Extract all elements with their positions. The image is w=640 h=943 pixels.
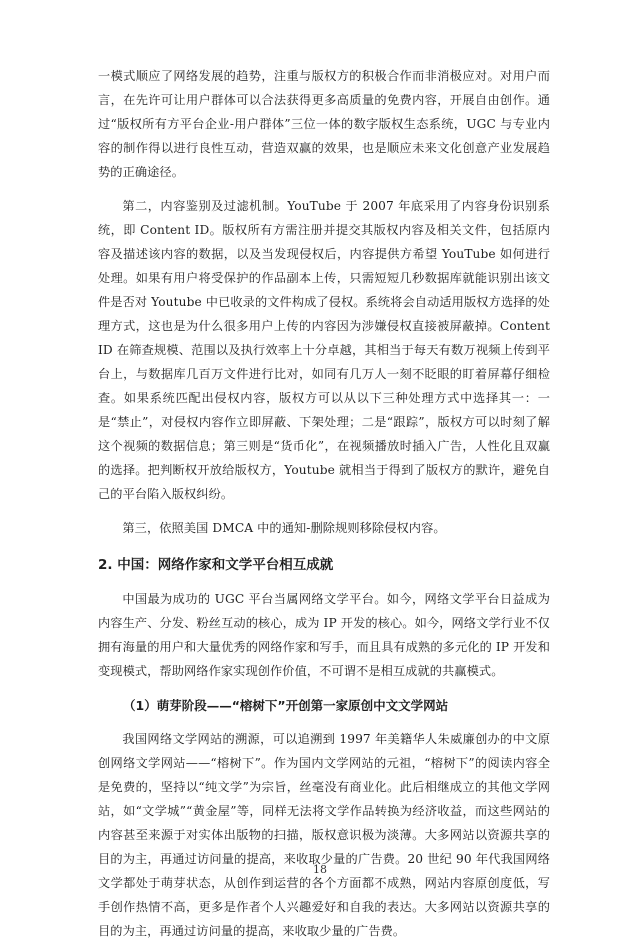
paragraph-dmca: 第三，依照美国 DMCA 中的通知-删除规则移除侵权内容。 xyxy=(122,521,446,535)
page-number: 18 xyxy=(313,863,327,876)
paragraph-china-ugc: 中国最为成功的 UGC 平台当属网络文学平台。如今，网络文学平台日益成为内容生产、分发、粉丝互动的核心，成为 IP 开发的核心。如今，网络文学行业不仅拥有海量的用户和大量优秀的网络作家和写手，而且具有成熟的多元化的 IP 开发和变现模式，帮助网络作家实现创作价值，不可谓不是相互成就的共赢模式。 xyxy=(98,592,550,678)
subsection-heading: （1）萌芽阶段——“榕树下”开创第一家原创中文文学网站 xyxy=(123,698,449,713)
paragraph-continuation: 一模式顺应了网络发展的趋势，注重与版权方的积极合作而非消极应对。对用户而言，在先许可让用户群体可以合法获得更多高质量的免费内容，开展自由创作。通过“版权所有方平台企业-用户群体”三位一体的数字版权生态系统，UGC 与专业内容的制作得以进行良性互动，营造双赢的效果，也是顺应未来文化创意产业发展趋势的正确途径。 xyxy=(98,69,550,179)
section-heading: 2. 中国：网络作家和文学平台相互成就 xyxy=(98,557,334,573)
paragraph-content-id: 第二，内容鉴别及过滤机制。YouTube 于 2007 年底采用了内容身份识别系统，即 Content ID。版权所有方需注册并提交其版权内容及相关文件，包括原内容及描述该内容的数据，以及当发现侵权后，内容提供方希望 YouTube 如何进行处理。如果有用户将受保护的作品副本上传，只需短短几秒数据库就能识别出该文件是否对 Youtube 中已收录的文件构成了侵权。系统将会自动适用版权方选择的处理方式，这也是为什么很多用户上传的内容因为涉嫌侵权直接被屏蔽掉。Content ID 在筛查规模、范围以及执行效率上十分卓越，其相当于每天有数万视频上传到平台上，与数据库几百万文件进行比对，如同有几万人一刻不眨眼的盯着屏幕仔细检查。如果系统匹配出侵权内容，版权方可以从以下三种处理方式中选择其一：一是“禁止”，对侵权内容作立即屏蔽、下架处理；二是“跟踪”，版权方可以时刻了解这个视频的数据信息；第三则是“货币化”，在视频播放时插入广告，人性化且双赢的选择。把判断权开放给版权方，Youtube 就相当于得到了版权方的默许，避免自己的平台陷入版权纠纷。 xyxy=(98,199,550,501)
paragraph-rongshuxia: 我国网络文学网站的溯源，可以追溯到 1997 年美籍华人朱威廉创办的中文原创网络文学网站——“榕树下”。作为国内文学网站的元祖，“榕树下”的阅读内容全是免费的，坚持以“纯文学”为宗旨，丝毫没有商业化。此后相继成立的其他文学网站，如“文学城”“黄金屋”等，同样无法将文学作品转换为经济收益，而这些网站的内容甚至来源于对实体出版物的扫描，版权意识极为淡薄。大多网站以资源共享的目的为主，再通过访问量的提高，来收取少量的广告费。20 世纪 90 年代我国网络文学都处于萌芽状态，从创作到运营的各个方面都不成熟，网站内容原创度低，写手创作热情不高，更多是作者个人兴趣爱好和自我的表达。大多网站以资源共享的目的为主，再通过访问量的提高，来收取少量的广告费。 xyxy=(98,732,550,938)
